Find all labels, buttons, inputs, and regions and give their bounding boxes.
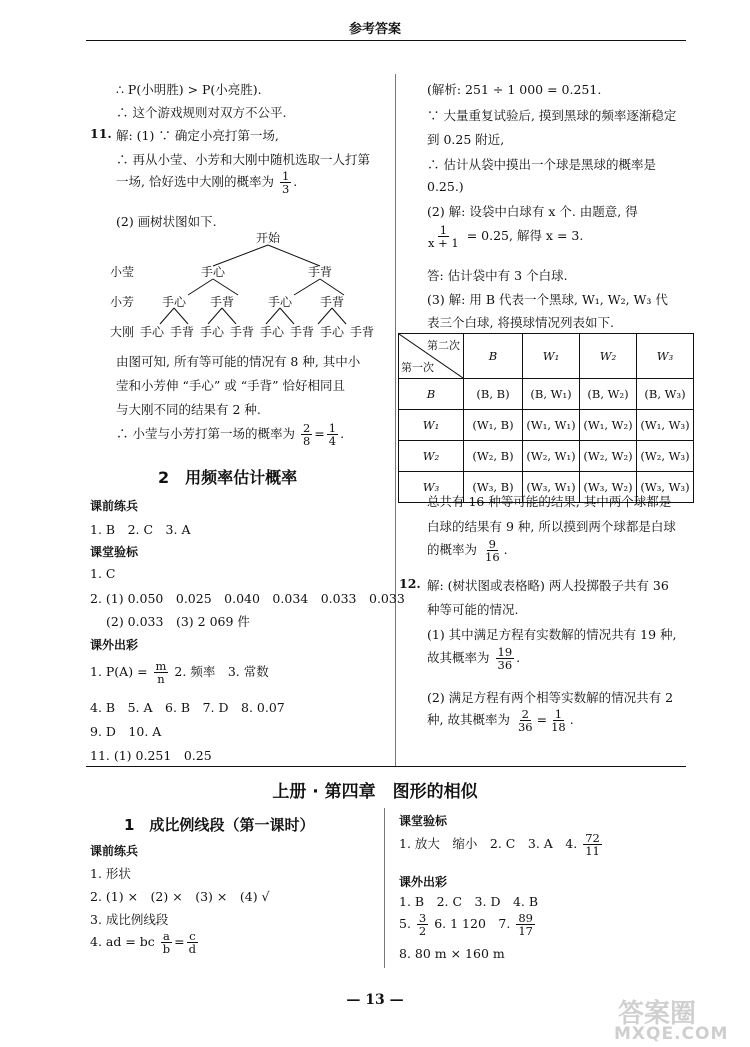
table-cell: (W₂, W₂) (580, 441, 637, 472)
fraction-m-over-n (154, 660, 169, 685)
fraction-denominator: 16 (485, 550, 500, 565)
tree-edge (213, 245, 268, 266)
tree-node-level1-back: 手背 (307, 265, 333, 279)
fraction-one-third (280, 170, 291, 195)
table-cell: (W₂, B) (464, 441, 523, 472)
watermark-logo: 答案圈 (618, 999, 697, 1029)
question-11-line-8-text: ∴ 小莹与小芳打第一场的概率为 (116, 426, 295, 442)
right-line-12: 白球的结果有 9 种, 所以摸到两个球都是白球 (427, 519, 676, 534)
tree-edge (160, 308, 174, 324)
tree-node-level3: 手背 (289, 325, 315, 339)
table-column-header: W₁ (523, 334, 580, 379)
table-column-header: B (464, 334, 523, 379)
question-11-line-7: 与大刚不同的结果有 2 种. (116, 402, 261, 417)
right-line-2: ∵ 大量重复试验后, 摸到黑球的频率逐渐稳定 (427, 108, 677, 123)
sec1-pre-4-text: 4. ad = bc (90, 934, 155, 950)
table-cell: (W₁, W₃) (637, 410, 694, 441)
fraction-numerator: m (155, 659, 167, 673)
fraction-denominator: 2 (418, 924, 427, 939)
section-2-title: 2 用频率估计概率 (158, 468, 298, 487)
tree-root: 开始 (255, 231, 281, 245)
fraction-numerator: 9 (488, 537, 496, 551)
fraction-denominator: 3 (281, 182, 290, 197)
fraction-numerator: 2 (302, 421, 311, 435)
question-11-line-3-text: 一场, 恰好选中大刚的概率为 (116, 174, 274, 190)
sec2-pre-heading: 课前练兵 (90, 499, 139, 513)
column-divider-bottom (384, 808, 385, 968)
tree-node-level1-palm: 手心 (200, 265, 226, 279)
right-line-11: 总共有 16 种等可能的结果, 其中两个球都是 (427, 494, 672, 509)
sec2-extra-1 (90, 660, 269, 685)
fraction-one-quarter (327, 422, 338, 447)
fraction-numerator: 72 (585, 831, 600, 845)
question-12-line-2: 种等可能的情况. (427, 602, 519, 617)
tree-node-level3: 手背 (349, 325, 375, 339)
fraction-denominator: n (157, 672, 165, 687)
fraction-denominator: 8 (302, 434, 311, 449)
sec1-pre-2: 2. (1) × (2) × (3) × (4) √ (90, 889, 270, 904)
tree-edge (174, 308, 188, 324)
fraction-numerator: 3 (418, 911, 427, 925)
table-row-header: B (399, 379, 464, 410)
period: . (569, 712, 574, 728)
table-header-row (399, 334, 694, 379)
fraction-numerator: 2 (521, 707, 529, 721)
right2-check-1-text: 1. 放大 缩小 2. C 3. A 4. (399, 836, 578, 852)
fraction-denominator: 36 (497, 658, 513, 673)
tree-edge (188, 279, 213, 295)
sec2-check-2b: (2) 0.033 (3) 2 069 件 (106, 614, 250, 629)
fraction-a-over-b (161, 930, 172, 955)
right2-extra-8: 8. 80 m × 160 m (399, 946, 505, 961)
table-cell: (B, B) (464, 379, 523, 410)
fraction-72-11 (583, 832, 602, 857)
right-line-10: 表三个白球, 将摸球情况列表如下. (427, 315, 614, 330)
right2-extra-6-7: 6. 1 120 7. (434, 916, 511, 932)
question-12-line-5: (2) 满足方程有两个相等实数解的情况共有 2 (427, 690, 674, 705)
question-12-line-1: 解: (树状图或表格略) 两人投掷骰子共有 36 (427, 578, 669, 593)
table-cell: (W₁, W₂) (580, 410, 637, 441)
fraction-2-36 (516, 708, 535, 733)
page-number: — 13 — (346, 992, 404, 1008)
question-11-line-6: 莹和小芳伸 “手心” 或 “手背” 恰好相同且 (116, 378, 345, 393)
fraction-denominator: 18 (551, 720, 566, 735)
fraction-nine-sixteenths (483, 538, 502, 563)
tree-node-level2: 手背 (319, 295, 345, 309)
watermark-url: MXQE.COM (614, 1024, 729, 1044)
table-row (399, 441, 694, 472)
sec2-check-2a: 2. (1) 0.050 0.025 0.040 0.034 0.033 0.033 (90, 591, 405, 606)
table-cell: (B, W₃) (637, 379, 694, 410)
tree-node-level3: 手背 (229, 325, 255, 339)
tree-row-label-gang: 大刚 (110, 325, 135, 339)
fraction-denominator: 4 (328, 434, 337, 449)
chapter-top-rule (86, 766, 686, 767)
fraction-denominator: 11 (585, 844, 600, 859)
table-cell: (B, W₁) (523, 379, 580, 410)
extra-1-text: 1. P(A) = (90, 664, 148, 680)
tree-edge (266, 308, 280, 324)
fraction-numerator: a (163, 929, 170, 943)
question-12-line-6 (427, 708, 574, 733)
tree-node-level2: 手背 (209, 295, 235, 309)
left-line-2: ∴ 这个游戏规则对双方不公平. (116, 105, 287, 120)
extra-1-rest: 2. 频率 3. 常数 (174, 664, 269, 680)
period: . (516, 650, 521, 666)
fraction-numerator: 1 (281, 169, 290, 183)
tree-node-level2: 手心 (267, 295, 293, 309)
fraction-89-17 (516, 912, 535, 937)
fraction-numerator: 19 (497, 645, 513, 659)
right-line-4: ∴ 估计从袋中摸出一个球是黑球的概率是 (427, 157, 656, 172)
period: . (503, 542, 508, 558)
tree-row-label-ying: 小莹 (110, 265, 135, 279)
right-line-3: 到 0.25 附近, (427, 132, 505, 147)
sec2-extra-4: 4. B 5. A 6. B 7. D 8. 0.07 (90, 700, 285, 715)
tree-node-level3: 手心 (259, 325, 285, 339)
tree-edge (208, 308, 222, 324)
corner-top-label: 第二次 (427, 339, 460, 352)
sec2-check-1: 1. C (90, 566, 116, 581)
sec1-pre-1: 1. 形状 (90, 866, 131, 881)
fraction-one-over-x-plus-one (426, 224, 461, 249)
sec2-extra-11: 11. (1) 0.251 0.25 (90, 748, 212, 763)
right-line-7-rest: = 0.25, 解得 x = 3. (466, 228, 584, 244)
fraction-two-eighths (301, 422, 312, 447)
fraction-denominator: d (188, 942, 196, 957)
chapter-title: 上册 · 第四章 图形的相似 (272, 782, 478, 802)
question-12-line-4 (427, 646, 520, 671)
probability-table (398, 333, 694, 503)
tree-edge (294, 279, 320, 295)
tree-edge (213, 279, 238, 295)
table-column-header: W₂ (580, 334, 637, 379)
question-12-line-3: (1) 其中满足方程有实数解的情况共有 19 种, (427, 627, 677, 642)
column-divider-top (395, 74, 396, 766)
right2-extra-5 (399, 912, 537, 937)
table-row (399, 410, 694, 441)
right-line-13-text: 的概率为 (427, 542, 478, 558)
right2-extra-5-label: 5. (399, 916, 411, 932)
fraction-denominator: b (162, 942, 171, 957)
fraction-numerator: c (189, 929, 196, 943)
fraction-numerator: 89 (518, 911, 533, 925)
period: . (340, 426, 345, 442)
right-line-8: 答: 估计袋中有 3 个白球. (427, 268, 568, 283)
question-11-line-4: (2) 画树状图如下. (116, 214, 217, 229)
table-cell: (W₃, B) (464, 472, 523, 503)
tree-node-level3: 手背 (169, 325, 195, 339)
question-11-number: 11. (90, 126, 112, 141)
fraction-19-36 (496, 646, 515, 671)
equals: = (174, 934, 185, 950)
table-cell: (W₃, W₃) (637, 472, 694, 503)
table-column-header: W₃ (637, 334, 694, 379)
fraction-3-2 (417, 912, 428, 937)
tree-edge (222, 308, 236, 324)
fraction-numerator: 1 (328, 421, 337, 435)
sec1-pre-3: 3. 成比例线段 (90, 912, 169, 927)
tree-diagram (110, 228, 390, 340)
tree-edge (332, 308, 346, 324)
tree-edge (320, 279, 344, 295)
fraction-denominator: 17 (518, 924, 533, 939)
equals: = (536, 712, 548, 728)
equals: = (314, 426, 325, 442)
section-1-title: 1 成比例线段（第一课时） (124, 816, 315, 834)
question-12-number: 12. (399, 576, 421, 591)
fraction-c-over-d (187, 930, 198, 955)
fraction-numerator: 1 (554, 707, 563, 721)
table-cell: (W₁, B) (464, 410, 523, 441)
right-line-7 (424, 224, 583, 249)
table-cell: (W₁, W₁) (523, 410, 580, 441)
question-11-line-1: 解: (1) ∵ 确定小亮打第一场, (116, 128, 279, 143)
table-corner-cell (399, 334, 464, 379)
right2-extra-1: 1. B 2. C 3. D 4. B (399, 894, 539, 909)
tree-edge (280, 308, 294, 324)
sec1-pre-4 (90, 930, 200, 955)
page-header-title: 参考答案 (348, 22, 401, 37)
right-line-13 (427, 538, 508, 563)
table-cell: (W₂, W₃) (637, 441, 694, 472)
corner-bottom-label: 第一次 (401, 361, 434, 374)
table-row (399, 379, 694, 410)
table-cell: (B, W₂) (580, 379, 637, 410)
tree-node-level3: 手心 (139, 325, 165, 339)
left-line-1: ∴ P(小明胜) > P(小亮胜). (116, 82, 262, 97)
right2-check-1 (399, 832, 604, 857)
fraction-denominator: 36 (517, 720, 533, 735)
tree-node-level3: 手心 (199, 325, 225, 339)
fraction-numerator: 1 (439, 223, 448, 237)
right-line-5: 0.25.) (427, 179, 464, 194)
header-rule (86, 40, 686, 41)
table-row-header: W₂ (399, 441, 464, 472)
sec2-pre-answers: 1. B 2. C 3. A (90, 522, 191, 537)
sec2-check-heading: 课堂验标 (90, 545, 139, 559)
sec2-extra-9: 9. D 10. A (90, 724, 162, 739)
table-cell: (W₃, W₂) (580, 472, 637, 503)
tree-node-level3: 手心 (319, 325, 345, 339)
table-row-header: W₃ (399, 472, 464, 503)
table-cell: (W₂, W₁) (523, 441, 580, 472)
tree-edge (318, 308, 332, 324)
question-12-line-4-text: 故其概率为 (427, 650, 490, 666)
right2-check-heading: 课堂验标 (399, 814, 448, 828)
question-11-line-2: ∴ 再从小莹、小芳和大刚中随机选取一人打第 (116, 152, 370, 167)
right-line-6: (2) 解: 设袋中白球有 x 个. 由题意, 得 (427, 204, 638, 219)
question-11-line-5: 由图可知, 所有等可能的情况有 8 种, 其中小 (116, 354, 361, 369)
sec2-extra-heading: 课外出彩 (90, 638, 139, 652)
question-11-line-8 (116, 422, 344, 447)
period: . (293, 174, 298, 190)
table-cell: (W₃, W₁) (523, 472, 580, 503)
right2-extra-heading: 课外出彩 (399, 875, 448, 889)
table-row-header: W₁ (399, 410, 464, 441)
tree-row-label-fang: 小芳 (110, 295, 135, 309)
right-line-9: (3) 解: 用 B 代表一个黑球, W₁, W₂, W₃ 代 (427, 292, 668, 307)
question-11-line-3 (116, 170, 297, 195)
question-12-line-6-text: 种, 故其概率为 (427, 712, 510, 728)
sec1-pre-heading: 课前练兵 (90, 844, 139, 858)
fraction-denominator: x + 1 (428, 236, 459, 251)
fraction-1-18 (549, 708, 568, 733)
tree-node-level2: 手心 (161, 295, 187, 309)
tree-edge (268, 245, 320, 266)
right-line-1: (解析: 251 ÷ 1 000 = 0.251. (427, 82, 602, 97)
